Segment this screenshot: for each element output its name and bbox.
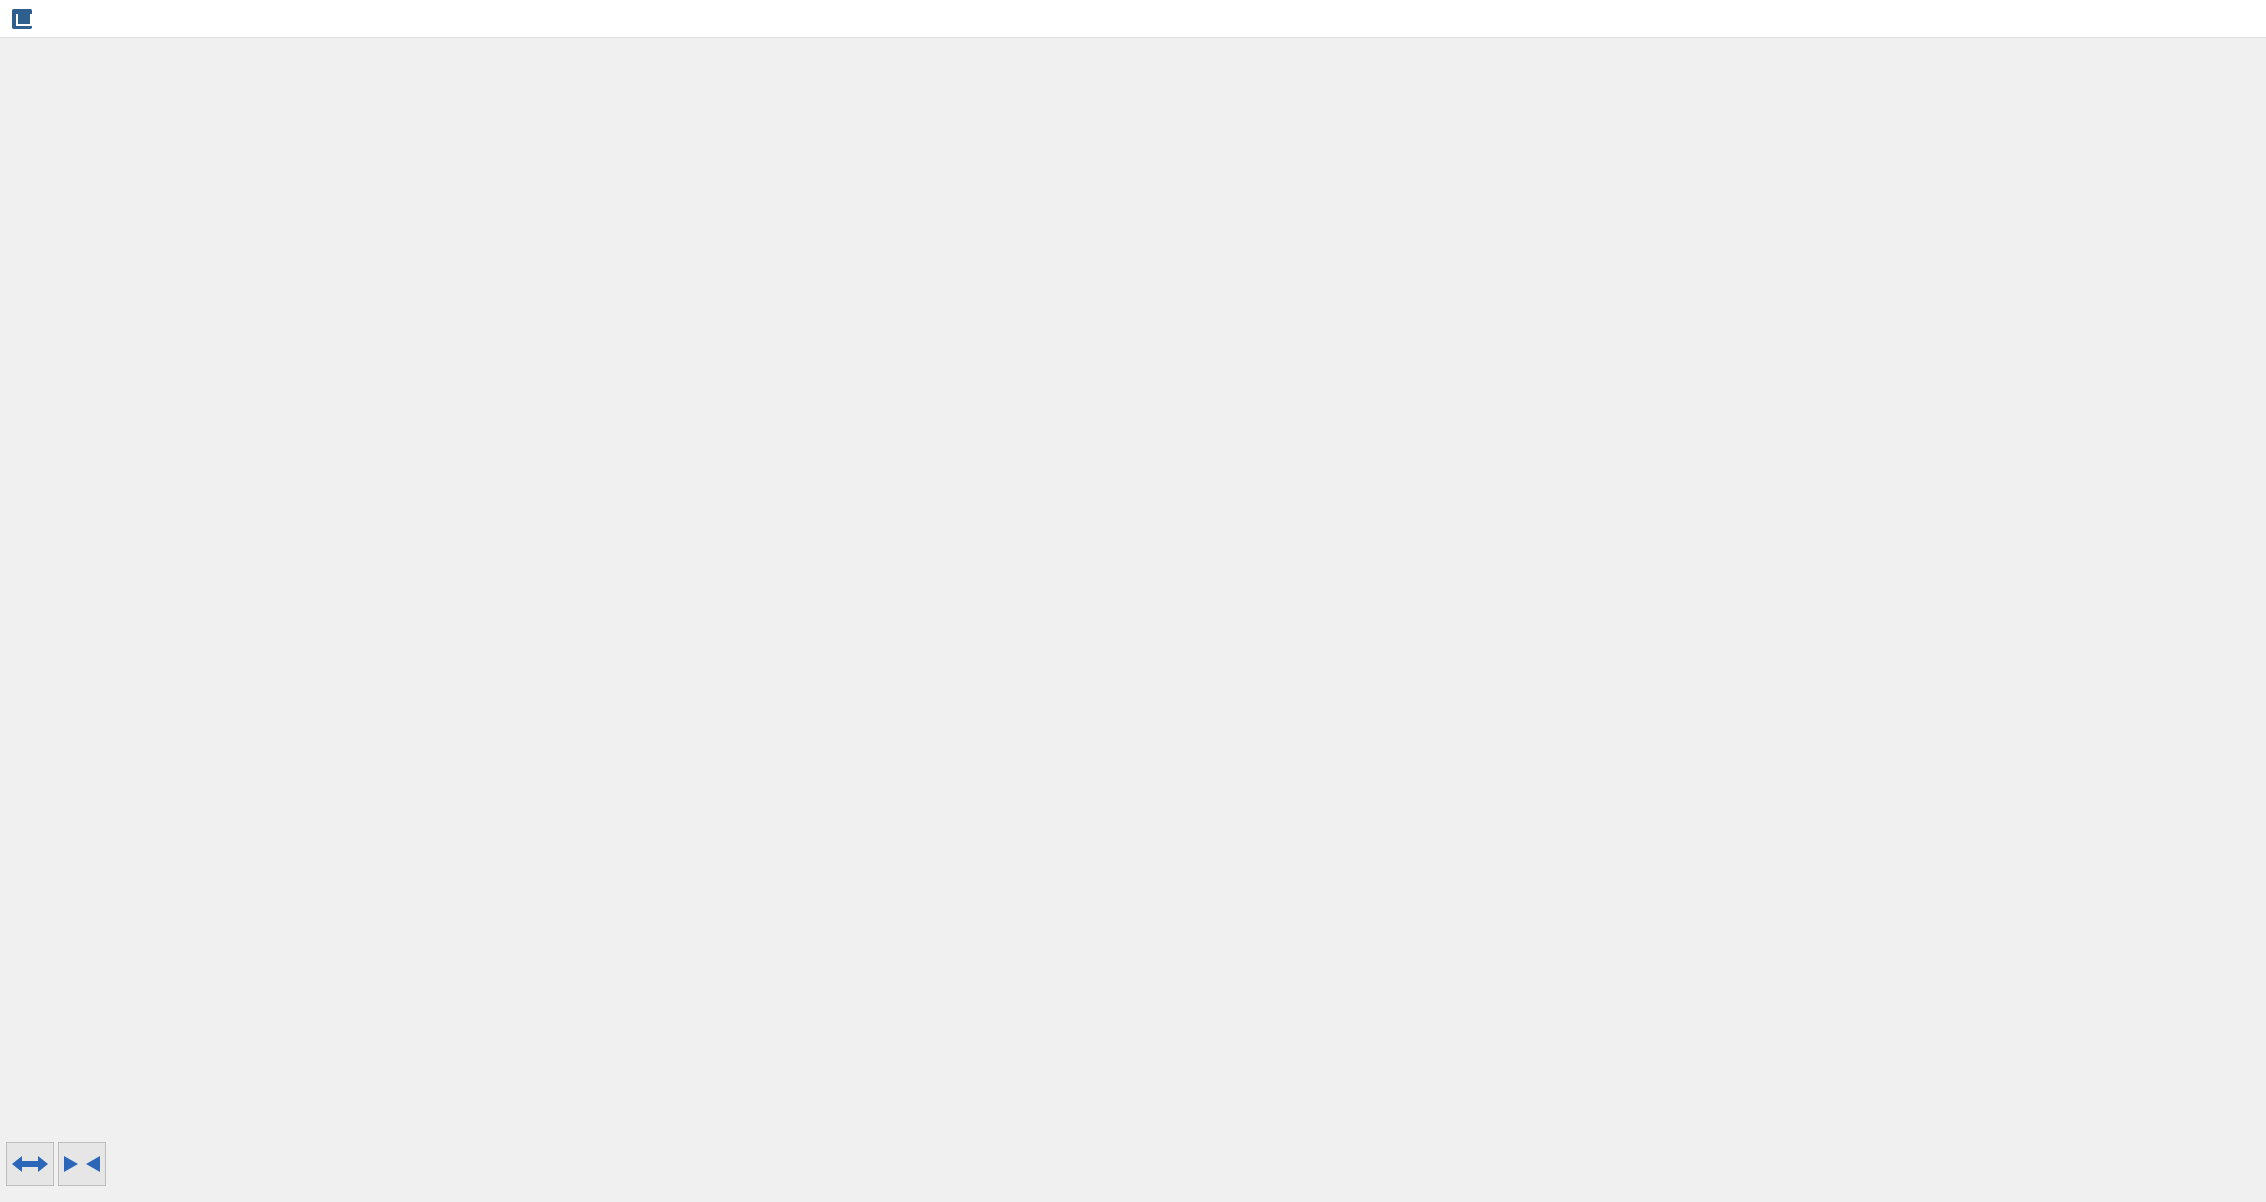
arrows-collapse-icon — [62, 1152, 102, 1176]
arrows-collapse-button[interactable] — [58, 1142, 106, 1186]
sensor-panes — [0, 38, 2266, 1132]
arrows-expand-button[interactable] — [6, 1142, 54, 1186]
arrows-expand-icon — [10, 1152, 50, 1176]
hwinfo-app-icon — [12, 9, 32, 29]
status-bar — [0, 1132, 2266, 1202]
title-bar — [0, 0, 2266, 38]
